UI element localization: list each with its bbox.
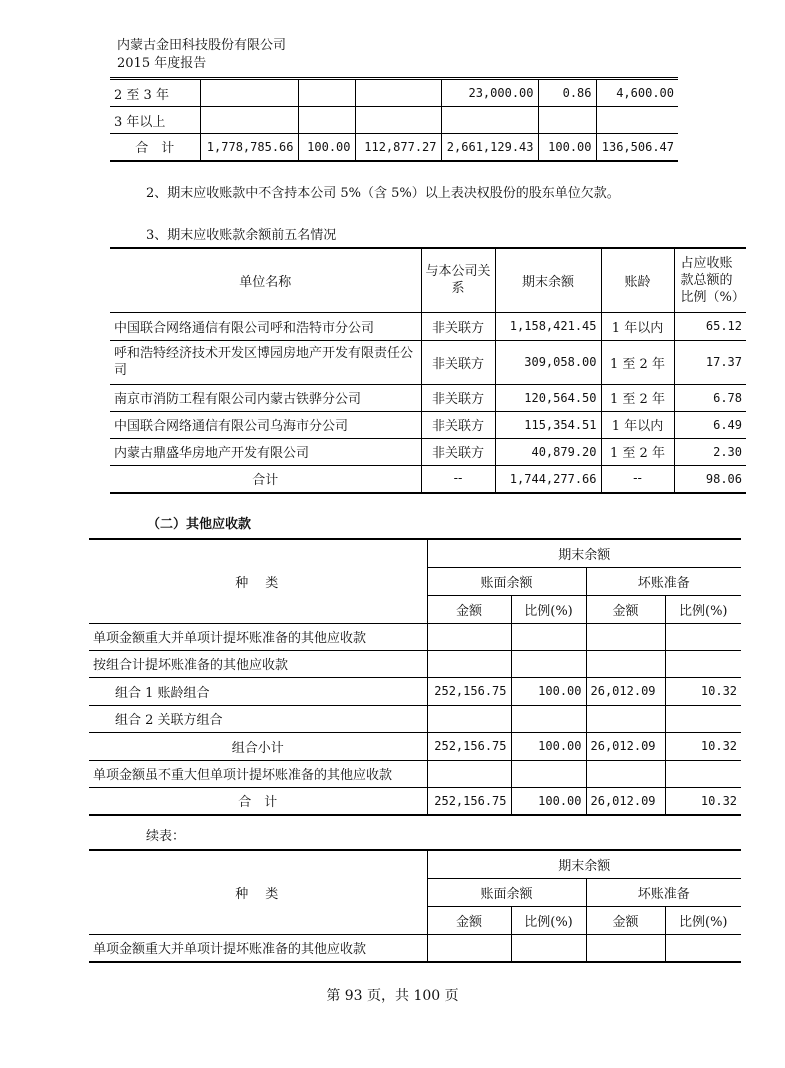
- table-cell: 65.12: [674, 312, 746, 340]
- table-cell: 非关联方: [421, 312, 495, 340]
- table-cell: [665, 623, 741, 650]
- table-row: [110, 438, 746, 465]
- table-cell: 115,354.51: [495, 411, 601, 438]
- table-cell: [441, 107, 538, 134]
- column-header: 单位名称: [110, 248, 421, 312]
- row-label: 单项金额虽不重大但单项计提坏账准备的其他应收款: [89, 760, 427, 787]
- table-row: [89, 732, 741, 760]
- table-total-row: [89, 787, 741, 815]
- column-header: 金额: [586, 906, 665, 934]
- report-year: 2015 年度报告: [117, 56, 207, 71]
- row-label: 单项金额重大并单项计提坏账准备的其他应收款: [89, 934, 427, 962]
- table-row: [89, 650, 741, 677]
- table-cell: 1 至 2 年: [601, 340, 674, 384]
- table-cell: [511, 623, 586, 650]
- table-cell: 100.00: [511, 732, 586, 760]
- table-cell: 1 至 2 年: [601, 438, 674, 465]
- table-cell: 1 至 2 年: [601, 384, 674, 411]
- table-cell: [665, 650, 741, 677]
- note-2: 2、期末应收账款中不含持本公司 5%（含 5%）以上表决权股份的股东单位欠款。: [146, 186, 620, 201]
- table-cell: [511, 760, 586, 787]
- table-cell: [427, 760, 511, 787]
- other-receivables-table-continued: [89, 849, 741, 963]
- table-cell: 26,012.09: [586, 732, 665, 760]
- table-cell: 309,058.00: [495, 340, 601, 384]
- table-cell: [586, 650, 665, 677]
- table-cell: [665, 760, 741, 787]
- table-cell: 1 年以内: [601, 312, 674, 340]
- row-label: 3 年以上: [110, 107, 200, 134]
- continued-label: 续表：: [146, 829, 186, 844]
- table-cell: 1,744,277.66: [495, 465, 601, 493]
- table-header-row: [89, 539, 741, 567]
- table-cell: [427, 934, 511, 962]
- table-cell: [511, 650, 586, 677]
- table-cell: 120,564.50: [495, 384, 601, 411]
- note-3: 3、期末应收账款余额前五名情况: [146, 228, 337, 243]
- table-cell: [355, 80, 441, 107]
- table-cell: 100.00: [538, 134, 596, 161]
- table-cell: --: [601, 465, 674, 493]
- table-cell: [355, 107, 441, 134]
- table-cell: [200, 80, 298, 107]
- table-cell: 26,012.09: [586, 787, 665, 815]
- column-header: 金额: [427, 595, 511, 623]
- table-cell: 252,156.75: [427, 787, 511, 815]
- table-header-row: [110, 248, 746, 312]
- row-label: 组合 1 账龄组合: [89, 677, 427, 705]
- table-cell: [511, 705, 586, 732]
- table-row: [110, 107, 678, 134]
- column-header: 与本公司关系: [421, 248, 495, 312]
- column-header: 种 类: [89, 539, 427, 623]
- table-cell: [596, 107, 678, 134]
- header-divider: [110, 77, 678, 78]
- table-cell: [586, 760, 665, 787]
- table-cell: 98.06: [674, 465, 746, 493]
- table-cell: 100.00: [298, 134, 355, 161]
- table-cell: 6.49: [674, 411, 746, 438]
- row-label: 按组合计提坏账准备的其他应收款: [89, 650, 427, 677]
- table-row: [110, 80, 678, 107]
- table-cell: 非关联方: [421, 384, 495, 411]
- table-cell: 南京市消防工程有限公司内蒙古铁骅分公司: [110, 384, 421, 411]
- page-number: 第 93 页，共 100 页: [326, 988, 459, 1004]
- table-cell: [586, 623, 665, 650]
- table-row: [89, 760, 741, 787]
- row-label: 组合小计: [89, 732, 427, 760]
- company-name: 内蒙古金田科技股份有限公司: [117, 38, 287, 53]
- table-cell: [665, 934, 741, 962]
- table-cell: 26,012.09: [586, 677, 665, 705]
- column-header: 账面余额: [427, 878, 586, 906]
- table-cell: 中国联合网络通信有限公司乌海市分公司: [110, 411, 421, 438]
- top-five-receivables-table: [110, 247, 746, 494]
- column-header: 金额: [427, 906, 511, 934]
- table-cell: 112,877.27: [355, 134, 441, 161]
- column-header: 比例(%): [665, 595, 741, 623]
- column-header: 账面余额: [427, 567, 586, 595]
- table-cell: [586, 934, 665, 962]
- table-cell: 2.30: [674, 438, 746, 465]
- table-cell: [298, 107, 355, 134]
- table-cell: [586, 705, 665, 732]
- table-cell: --: [421, 465, 495, 493]
- table-cell: 252,156.75: [427, 732, 511, 760]
- table-cell: [427, 650, 511, 677]
- table-cell: 10.32: [665, 677, 741, 705]
- column-header: 期末余额: [427, 850, 741, 878]
- column-header: 金额: [586, 595, 665, 623]
- table-cell: [538, 107, 596, 134]
- table-cell: 非关联方: [421, 340, 495, 384]
- row-label: 合 计: [110, 134, 200, 161]
- column-header: 账龄: [601, 248, 674, 312]
- column-header: 比例(%): [511, 906, 586, 934]
- table-cell: [427, 705, 511, 732]
- table-row: [89, 705, 741, 732]
- column-header: 占应收账款总额的比例（%）: [674, 248, 746, 312]
- table-cell: 1 年以内: [601, 411, 674, 438]
- column-header: 坏账准备: [586, 878, 741, 906]
- table-cell: 40,879.20: [495, 438, 601, 465]
- table-cell: 1,778,785.66: [200, 134, 298, 161]
- table-cell: 6.78: [674, 384, 746, 411]
- table-cell: 非关联方: [421, 411, 495, 438]
- table-cell: 非关联方: [421, 438, 495, 465]
- table-row: [110, 411, 746, 438]
- table-cell: 呼和浩特经济技术开发区博园房地产开发有限责任公司: [110, 340, 421, 384]
- column-header: 种 类: [89, 850, 427, 934]
- table-cell: 1,158,421.45: [495, 312, 601, 340]
- row-label: 单项金额重大并单项计提坏账准备的其他应收款: [89, 623, 427, 650]
- table-row: [110, 340, 746, 384]
- table-cell: [665, 705, 741, 732]
- table-cell: 252,156.75: [427, 677, 511, 705]
- column-header: 比例(%): [665, 906, 741, 934]
- table-cell: 100.00: [511, 787, 586, 815]
- aging-table-continued: [110, 79, 678, 162]
- table-cell: 中国联合网络通信有限公司呼和浩特市分公司: [110, 312, 421, 340]
- table-cell: [511, 934, 586, 962]
- table-total-row: [110, 134, 678, 161]
- table-cell: 4,600.00: [596, 80, 678, 107]
- table-cell: 内蒙古鼎盛华房地产开发有限公司: [110, 438, 421, 465]
- table-row: [110, 312, 746, 340]
- row-label: 合 计: [89, 787, 427, 815]
- table-row: [89, 677, 741, 705]
- table-cell: 2,661,129.43: [441, 134, 538, 161]
- table-cell: 0.86: [538, 80, 596, 107]
- table-cell: [298, 80, 355, 107]
- column-header: 期末余额: [495, 248, 601, 312]
- table-cell: 17.37: [674, 340, 746, 384]
- table-row: [110, 384, 746, 411]
- table-cell: [427, 623, 511, 650]
- table-cell: 10.32: [665, 732, 741, 760]
- other-receivables-table: [89, 538, 741, 816]
- table-cell: 23,000.00: [441, 80, 538, 107]
- table-cell: 合计: [110, 465, 421, 493]
- column-header: 比例(%): [511, 595, 586, 623]
- row-label: 组合 2 关联方组合: [89, 705, 427, 732]
- table-cell: 10.32: [665, 787, 741, 815]
- row-label: 2 至 3 年: [110, 80, 200, 107]
- column-header: 期末余额: [427, 539, 741, 567]
- section-title: （二）其他应收款: [147, 517, 252, 532]
- table-cell: [200, 107, 298, 134]
- table-row: [89, 934, 741, 962]
- table-row: [89, 623, 741, 650]
- column-header: 坏账准备: [586, 567, 741, 595]
- table-cell: 136,506.47: [596, 134, 678, 161]
- table-header-row: [89, 850, 741, 878]
- table-cell: 100.00: [511, 677, 586, 705]
- table-total-row: [110, 465, 746, 493]
- report-header: [117, 37, 286, 73]
